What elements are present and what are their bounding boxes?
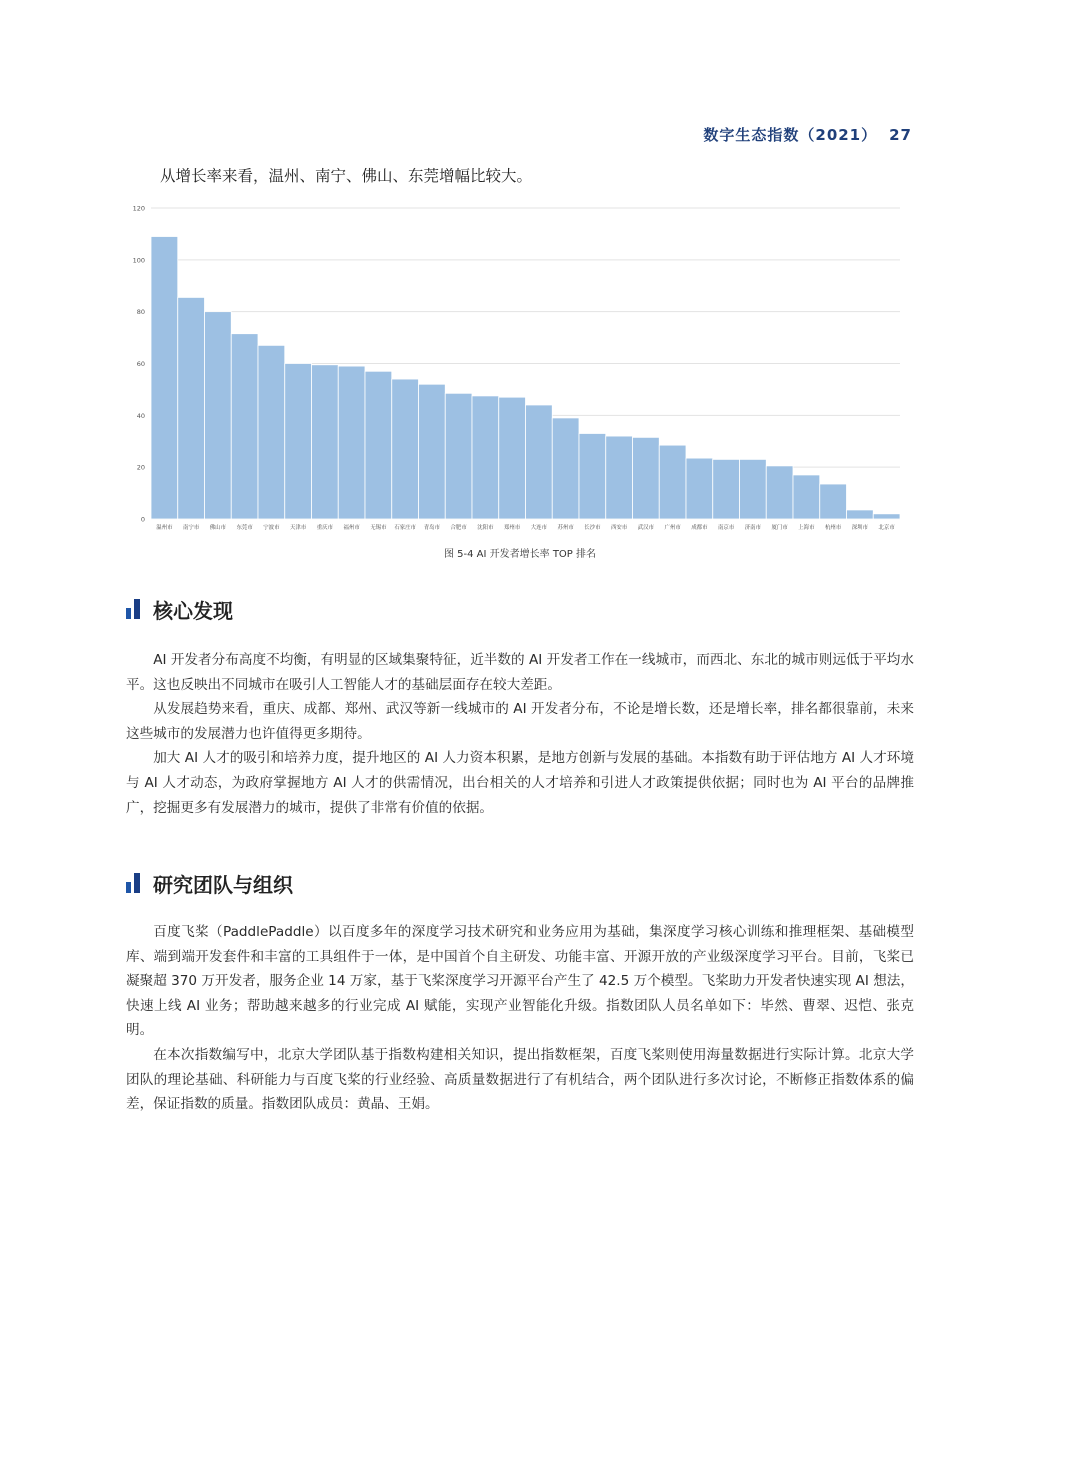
section-title-core-findings (126, 594, 233, 624)
section1-paragraph-3: 加大 AI 人才的吸引和培养力度，提升地区的 AI 人力资本积累，是地方创新与发展的基础。本指数有助于评估地方 AI 人才环境与 AI 人才动态，为政府掌握地方 AI 人才的供需情况，出台相关的人才培养和引进人才政策提供依据；同时也为 AI 平台的品牌推广，挖掘更多有发展潜力的城市，提供了非常有价值的依据。 (126, 750, 914, 816)
bar (633, 437, 660, 519)
page-header (703, 124, 912, 145)
section-marker-icon (126, 873, 143, 893)
bar (178, 297, 205, 519)
section2-title: 研究团队与组织 (153, 872, 293, 897)
bar (740, 459, 767, 519)
x-tick-label: 无锡市 (370, 525, 387, 531)
x-tick-label: 佛山市 (209, 525, 226, 531)
bar (793, 475, 820, 519)
y-tick-label: 100 (132, 256, 145, 265)
y-tick-label: 120 (132, 204, 145, 213)
x-tick-label: 大连市 (530, 525, 547, 531)
x-tick-label: 东莞市 (236, 525, 253, 531)
bar (472, 396, 499, 519)
bar (151, 237, 178, 519)
bar (258, 345, 285, 519)
y-tick-label: 0 (140, 515, 145, 524)
section2-paragraph-2: 在本次指数编写中，北京大学团队基于指数构建相关知识，提出指数框架，百度飞桨则使用海量数据进行实际计算。北京大学团队的理论基础、科研能力与百度飞桨的行业经验、高质量数据进行了有机结合，两个团队进行多次讨论，不断修正指数体系的偏差，保证指数的质量。指数团队成员：黄晶、王娟。 (126, 1046, 914, 1113)
section-marker-icon (126, 599, 143, 619)
x-tick-label: 福州市 (343, 525, 360, 531)
x-tick-label: 合肥市 (450, 525, 467, 531)
x-tick-label: 广州市 (664, 525, 681, 531)
x-tick-label: 深圳市 (851, 525, 868, 531)
bar (873, 514, 900, 519)
bar (659, 445, 686, 519)
x-tick-label: 温州市 (156, 525, 173, 531)
intro-text: 从增长率来看，温州、南宁、佛山、东莞增幅比较大。 (160, 167, 533, 185)
bar (847, 510, 874, 519)
x-tick-label: 北京市 (878, 525, 895, 531)
x-tick-label: 郑州市 (504, 525, 521, 531)
y-tick-label: 20 (136, 463, 145, 472)
growth-rate-bar-chart (120, 200, 920, 540)
bar (365, 371, 392, 519)
bar (686, 458, 713, 519)
y-tick-label: 80 (136, 308, 145, 317)
x-tick-label: 长沙市 (584, 525, 601, 531)
bar (419, 384, 446, 519)
x-tick-label: 重庆市 (316, 525, 333, 531)
y-tick-label: 60 (136, 360, 145, 368)
x-tick-label: 苏州市 (557, 525, 574, 531)
section1-title: 核心发现 (153, 598, 233, 623)
bar (499, 397, 526, 519)
section1-paragraph-1: AI 开发者分布高度不均衡，有明显的区域集聚特征，近半数的 AI 开发者工作在一线城市，而西北、东北的城市则远低于平均水平。这也反映出不同城市在吸引人工智能人才的基础层面存在较大差距。 (126, 652, 914, 693)
x-tick-label: 沈阳市 (477, 525, 494, 531)
x-tick-label: 杭州市 (825, 525, 842, 531)
bar (526, 405, 553, 519)
bar (713, 459, 740, 519)
bar (312, 365, 339, 519)
x-tick-label: 上海市 (798, 525, 815, 531)
section1-paragraph-2: 从发展趋势来看，重庆、成都、郑州、武汉等新一线城市的 AI 开发者分布，不论是增长数，还是增长率，排名都很靠前，未来这些城市的发展潜力也许值得更多期待。 (126, 701, 914, 742)
chart-caption: 图 5-4 AI 开发者增长率 TOP 排名 (443, 549, 597, 560)
bar (285, 364, 312, 520)
header-title: 数字生态指数（2021） (703, 126, 878, 144)
bar (338, 366, 365, 519)
bar (552, 418, 579, 519)
bar (766, 466, 793, 519)
page-number: 27 (889, 126, 912, 144)
bar (231, 334, 258, 519)
bar (606, 436, 633, 519)
bar (392, 379, 419, 519)
x-tick-label: 宁波市 (263, 525, 280, 531)
bar (820, 484, 847, 519)
section-title-research-team (126, 868, 293, 898)
bar (205, 312, 232, 519)
bar (579, 433, 606, 519)
x-tick-label: 厦门市 (771, 525, 788, 531)
x-tick-label: 西安市 (611, 525, 628, 531)
x-tick-label: 青岛市 (423, 525, 440, 531)
y-tick-label: 40 (136, 411, 145, 420)
section1-body (126, 648, 914, 820)
section2-body (126, 920, 914, 1117)
x-tick-label: 石家庄市 (394, 525, 416, 531)
section2-paragraph-1: 百度飞桨（PaddlePaddle）以百度多年的深度学习技术研究和业务应用为基础，集深度学习核心训练和推理框架、基础模型库、端到端开发套件和丰富的工具组件于一体，是中国首个自主研发、功能丰富、开源开放的产业级深度学习平台。目前，飞桨已凝聚超 370 万开发者，服务企业 14 万家，基于飞桨深度学习开源平台产生了 42.5 万个模型。飞桨助力开发者快速实现 AI 想法，快速上线 AI 业务；帮助越来越多的行业完成 AI 赋能，实现产业智能化升级。指数团队人员名单如下：毕然、曹翠、迟恺、张克明。 (126, 924, 914, 1039)
x-tick-label: 成都市 (691, 525, 708, 531)
x-tick-label: 武汉市 (637, 525, 654, 531)
bar (445, 393, 472, 519)
x-tick-label: 南宁市 (183, 525, 200, 531)
x-tick-label: 天津市 (290, 525, 307, 531)
x-tick-label: 济南市 (744, 525, 761, 531)
x-tick-label: 南京市 (718, 525, 735, 531)
